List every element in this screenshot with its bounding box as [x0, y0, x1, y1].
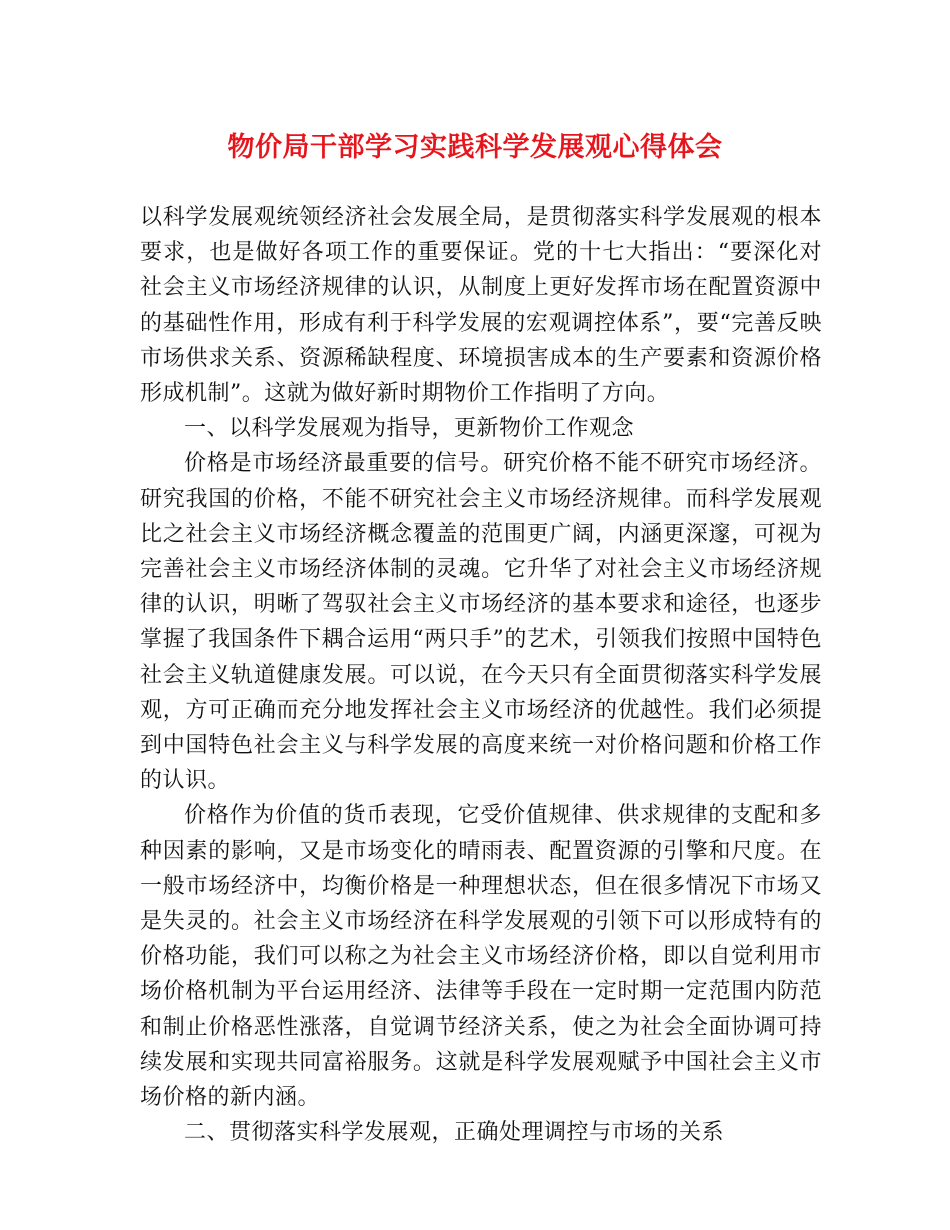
document-body — [140, 200, 822, 1150]
paragraph-price-signal: 价格是市场经济最重要的信号。研究价格不能不研究市场经济。研究我国的价格，不能不研究社会主义市场经济规律。而科学发展观比之社会主义市场经济概念覆盖的范围更广阔，内涵更深邃，可视为完善社会主义市场经济体制的灵魂。它升华了对社会主义市场经济规律的认识，明晰了驾驭社会主义市场经济的基本要求和途径，也逐步掌握了我国条件下耦合运用“两只手”的艺术，引领我们按照中国特色社会主义轨道健康发展。可以说，在今天只有全面贯彻落实科学发展观，方可正确而充分地发挥社会主义市场经济的优越性。我们必须提到中国特色社会主义与科学发展的高度来统一对价格问题和价格工作的认识。 — [140, 451, 822, 794]
section-heading-2: 二、贯彻落实科学发展观，正确处理调控与市场的关系 — [184, 1120, 725, 1146]
paragraph-price-value: 价格作为价值的货币表现，它受价值规律、供求规律的支配和多种因素的影响，又是市场变化的晴雨表、配置资源的引擎和尺度。在一般市场经济中，均衡价格是一种理想状态，但在很多情况下市场又是失灵的。社会主义市场经济在科学发展观的引领下可以形成特有的价格功能，我们可以称之为社会主义市场经济价格，即以自觉利用市场价格机制为平台运用经济、法律等手段在一定时期一定范围内防范和制止价格恶性涨落，自觉调节经济关系，使之为社会全面协调可持续发展和实现共同富裕服务。这就是科学发展观赋予中国社会主义市场价格的新内涵。 — [140, 803, 822, 1111]
paragraph-intro: 以科学发展观统领经济社会发展全局，是贯彻落实科学发展观的根本要求，也是做好各项工作的重要保证。党的十七大指出：“要深化对社会主义市场经济规律的认识，从制度上更好发挥市场在配置资源中的基础性作用，形成有利于科学发展的宏观调控体系”，要“完善反映市场供求关系、资源稀缺程度、环境损害成本的生产要素和资源价格形成机制”。这就为做好新时期物价工作指明了方向。 — [140, 205, 822, 407]
document-title: 物价局干部学习实践科学发展观心得体会 — [227, 132, 723, 163]
section-heading-1: 一、以科学发展观为指导，更新物价工作观念 — [184, 416, 635, 442]
